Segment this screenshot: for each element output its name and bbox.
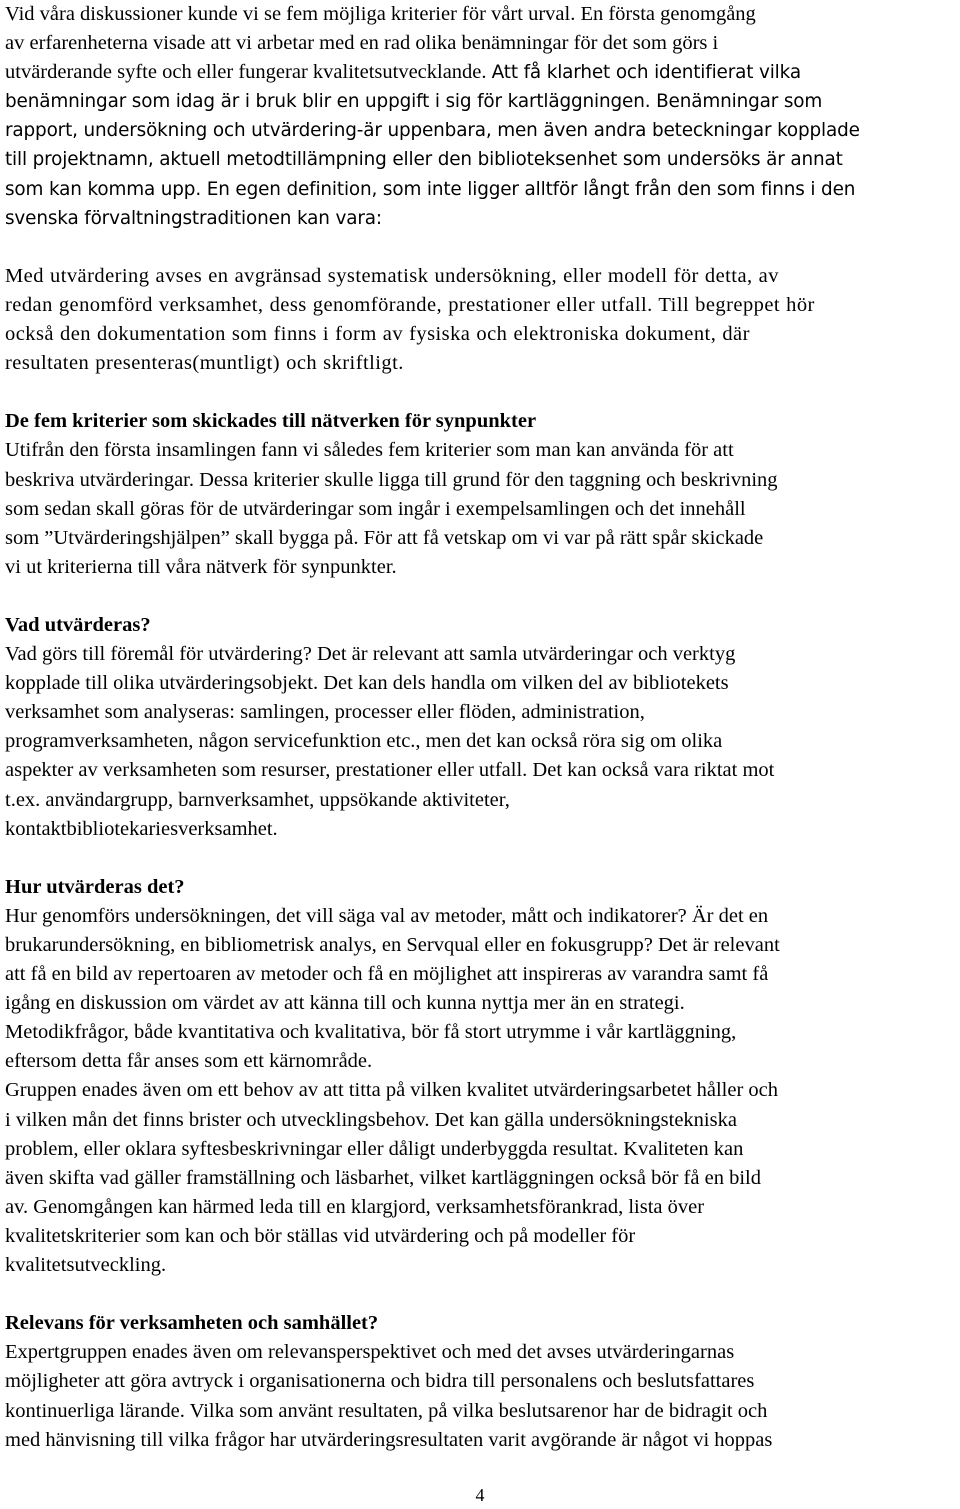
definition-text-continued: Till begreppet hör också den dokumentation som finns i form av fysiska och elektroniska dokument, där resultaten presenteras(muntligt) och skriftligt. — [5, 293, 815, 375]
spacer — [5, 233, 955, 262]
document-page — [5, 0, 955, 1455]
spacer — [5, 1280, 955, 1309]
definition-text: Med utvärdering avses en avgränsad systematisk undersökning, eller modell för detta, av redan genomförd verksamhet, dess genomförande, prestationer eller utfall. — [5, 264, 779, 316]
spacer — [5, 582, 955, 611]
hur-utvarderas-paragraph: Hur genomförs undersökningen, det vill säga val av metoder, mått och indikatorer? Är det en brukarundersökning, en bibliometrisk analys, en Servqual eller en fokusgrupp? Det är relevant att få en bild av repertoaren av metoder och få en möjlighet att inspireras av varandra samt få igång en diskussion om värdet av att känna till och kunna nyttja mer än en strategi. Metodikfrågor, både kvantitativa och kvalitativa, bör få stort utrymme i vår kartläggning, eftersom detta får anses som ett kärnområde. Gruppen enades även om ett behov av att titta på vilken kvalitet utvärderingsarbetet håller och i vilken mån det finns brister och utvecklingsbehov. Det kan gälla undersökningstekniska problem, eller oklara syftesbeskrivningar eller dåligt underbyggda resultat. Kvaliteten kan även skifta vad gäller framställning och läsbarhet, vilket kartläggningen också bör få en bild av. Genomgången kan härmed leda till en klargjord, verksamhetsförankrad, lista över kvalitetskriterier som kan och bör ställas vid utvärdering och på modeller för kvalitetsutveckling. — [5, 904, 780, 1277]
vad-utvarderas-paragraph: Vad görs till föremål för utvärdering? Det är relevant att samla utvärderingar och verktyg kopplade till olika utvärderingsobjekt. Det kan dels handla om vilken del av bibliotekets verksamhet som analyseras: samlingen, processer eller flöden, administration, programverksamheten, någon servicefunktion etc., men det kan också röra sig om olika aspekter av verksamheten som resurser, prestationer eller utfall. Det kan också vara riktat mot t.ex. användargrupp, barnverksamhet, uppsökande aktiviteter, kontaktbibliotekariesverksamhet. — [5, 643, 775, 840]
spacer — [5, 378, 955, 407]
intro-paragraph — [5, 0, 955, 233]
spacer — [5, 844, 955, 873]
heading-relevans: Relevans för verksamheten och samhället? — [5, 1312, 379, 1335]
heading-vad-utvarderas: Vad utvärderas? — [5, 613, 151, 636]
definition-paragraph — [5, 262, 955, 378]
relevans-paragraph: Expertgruppen enades även om relevansperspektivet och med det avses utvärderingarnas möjligheter att göra avtryck i organisationerna och bidra till personalens och beslutsfattares kontinuerliga lärande. Vilka som använt resultaten, på vilka beslutsarenor har de bidragit och med hänvisning till vilka frågor har utvärderingsresultaten varit avgörande är något vi hoppas — [5, 1341, 773, 1451]
heading-hur-utvarderas: Hur utvärderas det? — [5, 875, 185, 898]
page-number: 4 — [475, 1485, 485, 1505]
intro-text-serif: Vid våra diskussioner kunde vi se fem möjliga kriterier för vårt urval. En första genomgång av erfarenheterna visade att vi arbetar med en rad olika benämningar för det som görs i utvärderande syfte och eller fungerar kvalitetsutvecklande. — [5, 3, 756, 84]
kriterier-paragraph: Utifrån den första insamlingen fann vi således fem kriterier som man kan använda för att beskriva utvärderingar. Dessa kriterier skulle ligga till grund för den taggning och beskrivning som sedan skall göras för de utvärderingar som ingår i exempelsamlingen och det innehåll som ”Utvärderingshjälpen” skall bygga på. För att få vetskap om vi var på rätt spår skickade vi ut kriterierna till våra nätverk för synpunkter. — [5, 439, 778, 578]
heading-kriterier: De fem kriterier som skickades till nätverken för synpunkter — [5, 410, 537, 433]
intro-text-sans: Att få klarhet och identifierat vilka benämningar som idag är i bruk blir en uppgift i sig för kartläggningen. Benämningar som rapport, undersökning och utvärdering-är uppenbara, men även andra beteckningar kopplade till projektnamn, aktuell metodtillämpning eller den biblioteksenhet som undersöks är annat som kan komma upp. En egen definition, som inte ligger alltför långt från den som finns i den svenska förvaltningstraditionen kan vara: — [5, 62, 860, 229]
